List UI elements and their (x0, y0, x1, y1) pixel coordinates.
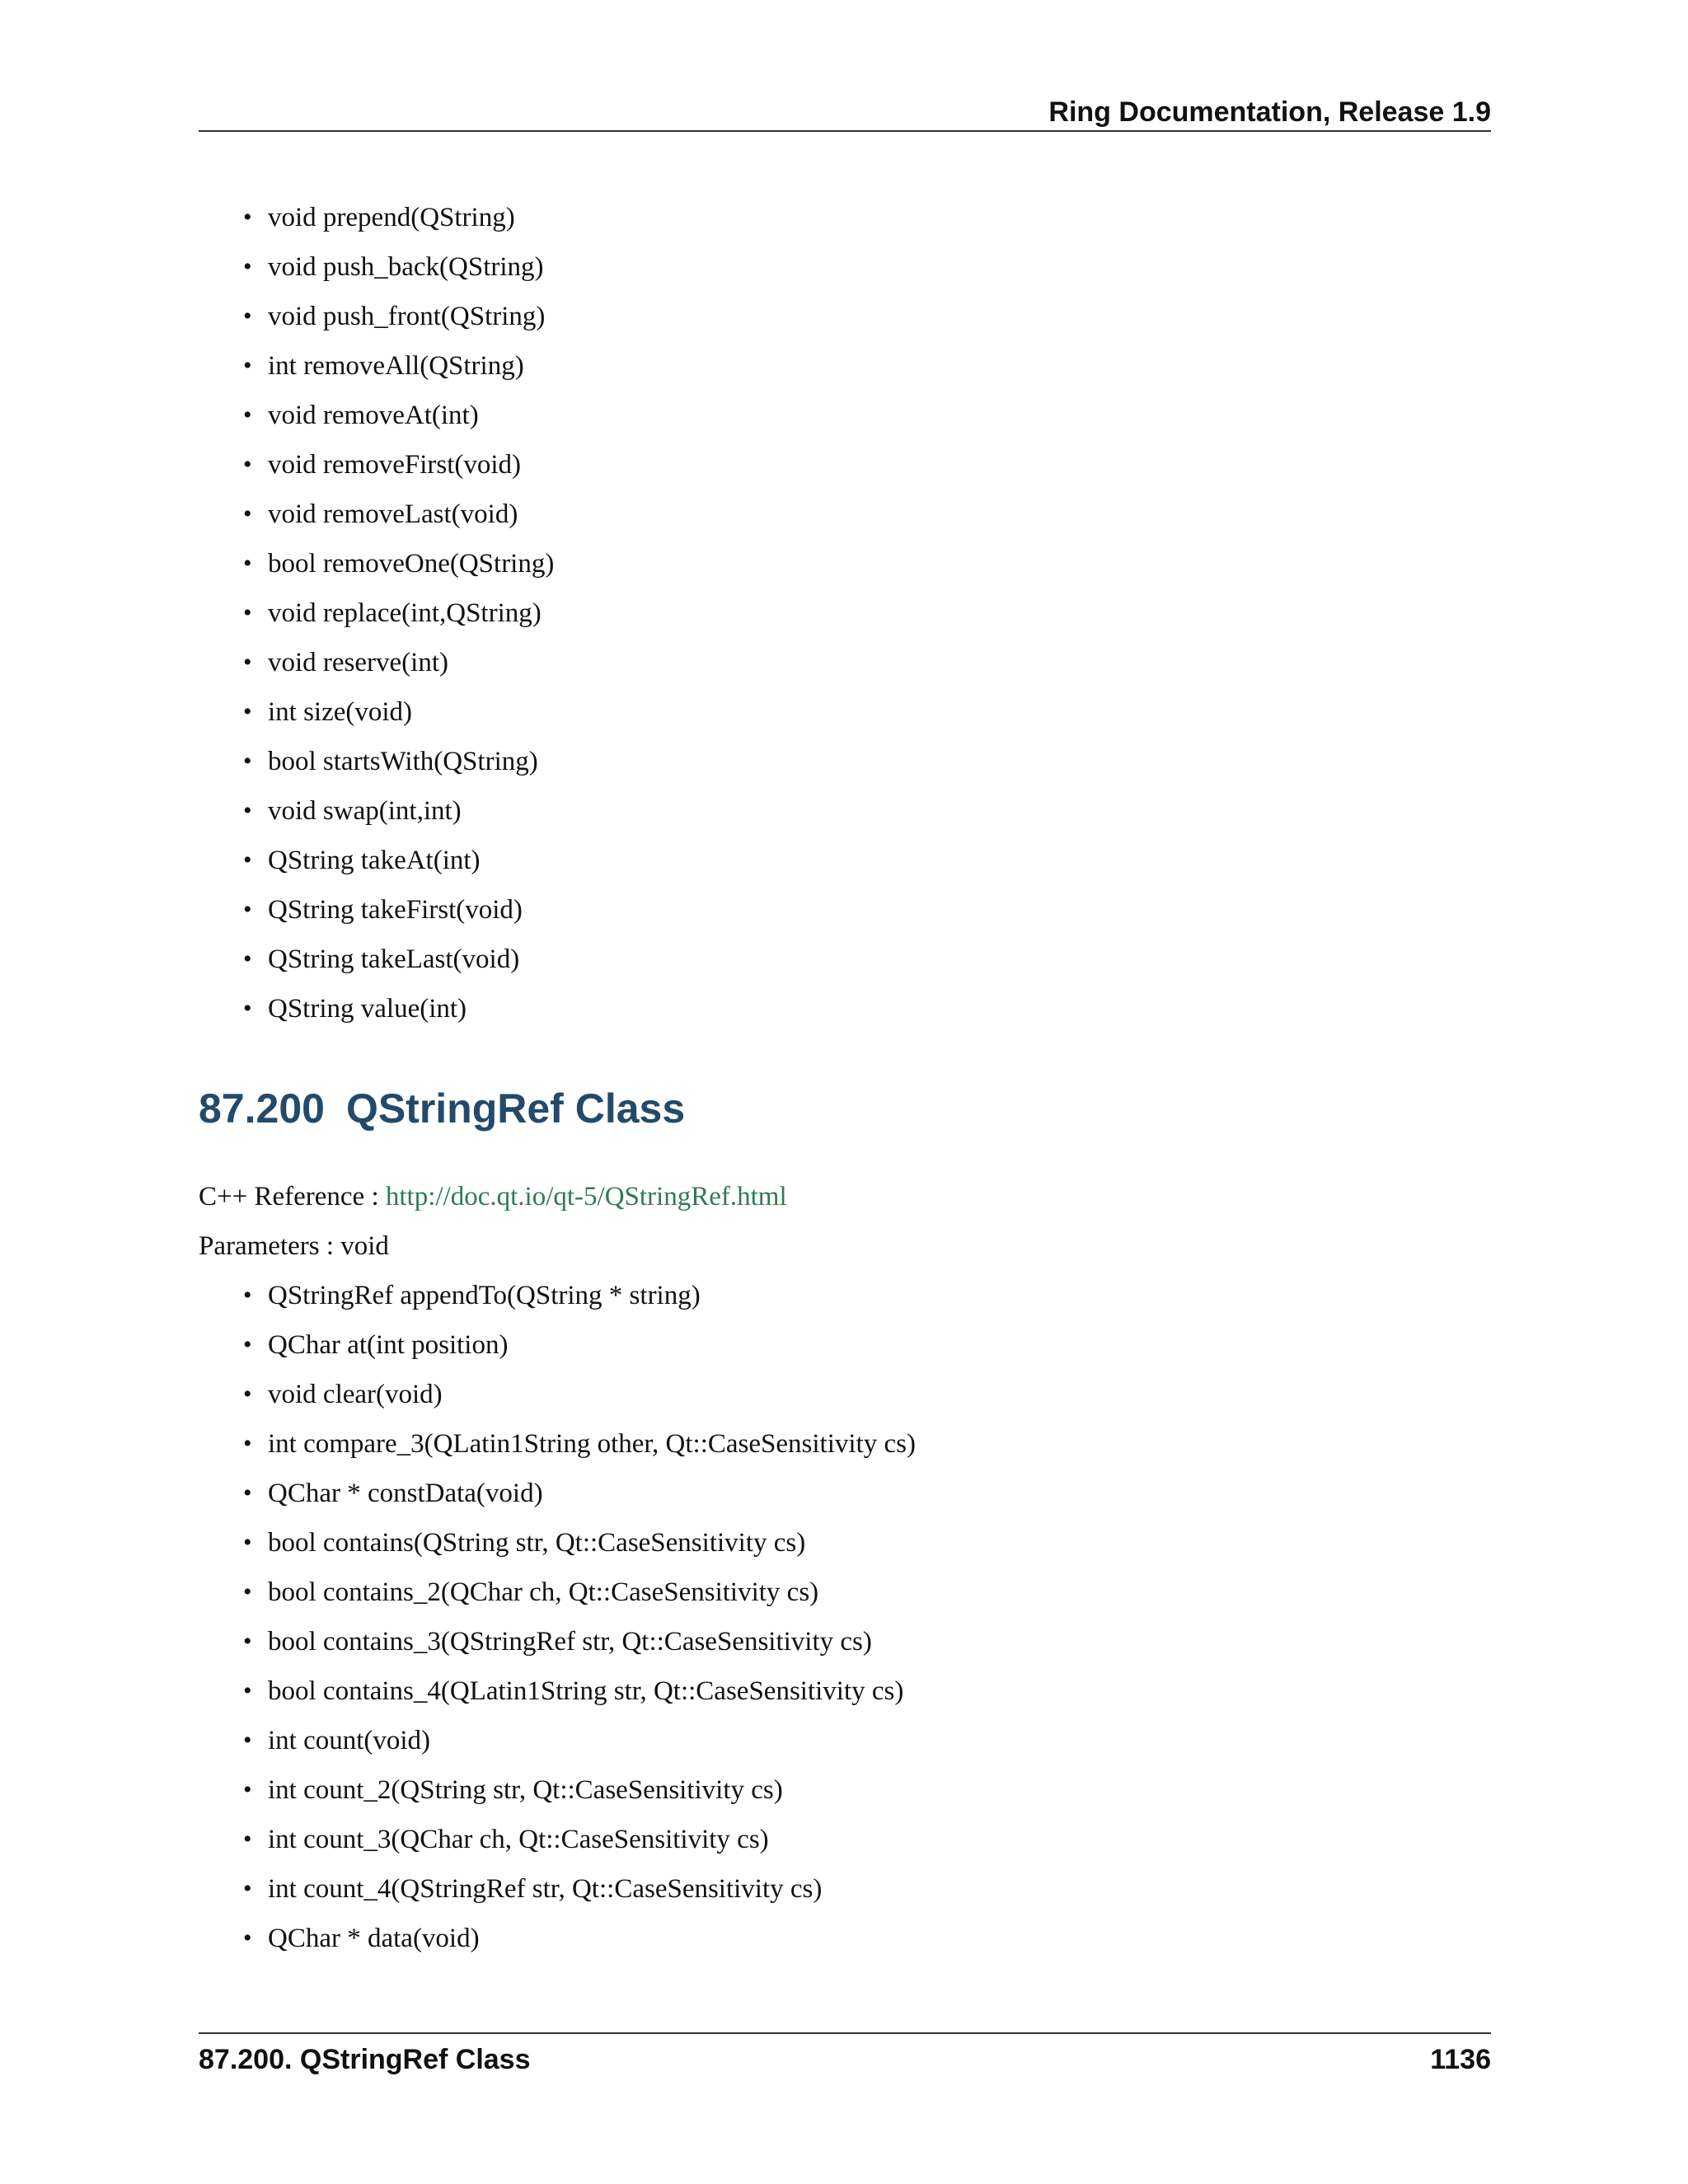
footer-section-title: 87.200. QStringRef Class (199, 2044, 531, 2075)
list-item-text: QString takeAt(int) (268, 846, 481, 875)
bullet-icon: • (243, 698, 252, 725)
bullet-icon: • (243, 1331, 252, 1358)
list-item (243, 687, 554, 737)
list-item-text: void prepend(QString) (268, 203, 515, 232)
section-number: 87.200 (199, 1085, 325, 1132)
function-list-section (243, 1271, 916, 1963)
section-title-text: QStringRef Class (345, 1085, 686, 1132)
list-item (243, 341, 554, 391)
reference-label: C++ Reference : (199, 1182, 379, 1212)
list-item-text: void push_front(QString) (268, 302, 546, 331)
list-item-text: void replace(int,QString) (268, 598, 542, 628)
bullet-icon: • (243, 1825, 252, 1853)
list-item (243, 1469, 916, 1518)
bullet-icon: • (243, 896, 252, 923)
bullet-icon: • (243, 1282, 252, 1309)
header-title: Ring Documentation, Release 1.9 (1048, 96, 1491, 128)
list-item-text: bool contains(QString str, Qt::CaseSensitivity cs) (268, 1528, 806, 1558)
list-item (243, 885, 554, 935)
bullet-icon: • (243, 451, 252, 478)
bullet-icon: • (243, 1380, 252, 1408)
list-item (243, 490, 554, 539)
list-item (243, 984, 554, 1033)
parameters-line: Parameters : void (199, 1231, 389, 1261)
function-list-top (243, 193, 555, 1033)
list-item-text: bool contains_4(QLatin1String str, Qt::CaseSensitivity cs) (268, 1676, 904, 1706)
list-item (243, 193, 554, 242)
list-item-text: bool contains_3(QStringRef str, Qt::CaseSensitivity cs) (268, 1627, 872, 1657)
list-item-text: QChar * data(void) (268, 1924, 480, 1953)
list-item-text: int count_4(QStringRef str, Qt::CaseSensitivity cs) (268, 1874, 823, 1904)
list-item (243, 836, 554, 885)
list-item (243, 1864, 916, 1914)
list-item (243, 935, 554, 984)
bullet-icon: • (243, 1776, 252, 1803)
list-item (243, 440, 554, 490)
list-item-text: bool contains_2(QChar ch, Qt::CaseSensitivity cs) (268, 1577, 819, 1607)
list-item-text: QString value(int) (268, 994, 467, 1024)
list-item-text: void reserve(int) (268, 648, 448, 677)
bullet-icon: • (243, 1628, 252, 1655)
bullet-icon: • (243, 599, 252, 626)
list-item-text: void swap(int,int) (268, 796, 462, 826)
list-item-text: QStringRef appendTo(QString * string) (268, 1281, 701, 1310)
list-item-text: void removeFirst(void) (268, 450, 522, 480)
list-item (243, 1914, 916, 1963)
cpp-reference-line (199, 1172, 787, 1221)
list-item (243, 1419, 916, 1469)
list-item-text: void removeAt(int) (268, 401, 479, 430)
bullet-icon: • (243, 500, 252, 527)
list-item (243, 786, 554, 836)
list-item (243, 1370, 916, 1419)
list-item-text: QChar at(int position) (268, 1330, 509, 1360)
bullet-icon: • (243, 401, 252, 429)
bullet-icon: • (243, 1529, 252, 1556)
list-item (243, 1617, 916, 1666)
list-item (243, 1765, 916, 1815)
list-item (243, 242, 554, 292)
list-item (243, 1815, 916, 1864)
reference-link[interactable]: http://doc.qt.io/qt-5/QStringRef.html (385, 1182, 787, 1212)
bullet-icon: • (243, 846, 252, 874)
list-item-text: QChar * constData(void) (268, 1479, 543, 1508)
bullet-icon: • (243, 352, 252, 379)
list-item (243, 1666, 916, 1716)
bullet-icon: • (243, 1578, 252, 1605)
footer-page-number: 1136 (1430, 2044, 1491, 2075)
list-item-text: int removeAll(QString) (268, 351, 524, 381)
list-item-text: bool removeOne(QString) (268, 549, 555, 579)
list-item (243, 1320, 916, 1370)
list-item-text: int compare_3(QLatin1String other, Qt::CaseSensitivity cs) (268, 1429, 916, 1459)
list-item (243, 1518, 916, 1568)
list-item (243, 292, 554, 341)
bullet-icon: • (243, 204, 252, 231)
list-item (243, 737, 554, 786)
list-item-text: QString takeLast(void) (268, 944, 520, 974)
list-item-text: void push_back(QString) (268, 252, 544, 282)
bullet-icon: • (243, 748, 252, 775)
bullet-icon: • (243, 1479, 252, 1507)
bullet-icon: • (243, 797, 252, 824)
bullet-icon: • (243, 995, 252, 1022)
list-item (243, 1716, 916, 1765)
list-item-text: int size(void) (268, 697, 413, 727)
list-item-text: int count(void) (268, 1726, 431, 1755)
bullet-icon: • (243, 1677, 252, 1704)
bullet-icon: • (243, 1727, 252, 1754)
list-item-text: bool startsWith(QString) (268, 747, 538, 776)
bullet-icon: • (243, 550, 252, 577)
list-item (243, 1568, 916, 1617)
bullet-icon: • (243, 1430, 252, 1457)
list-item (243, 391, 554, 440)
list-item (243, 588, 554, 638)
bullet-icon: • (243, 1875, 252, 1902)
bullet-icon: • (243, 945, 252, 972)
bullet-icon: • (243, 253, 252, 280)
bullet-icon: • (243, 649, 252, 676)
list-item-text: int count_3(QChar ch, Qt::CaseSensitivity cs) (268, 1825, 769, 1854)
page-footer (199, 2032, 1491, 2092)
bullet-icon: • (243, 302, 252, 330)
bullet-icon: • (243, 1924, 252, 1952)
section-heading (199, 1080, 685, 1137)
list-item (243, 1271, 916, 1320)
list-item (243, 539, 555, 588)
page-header (199, 92, 1491, 132)
list-item (243, 638, 554, 687)
list-item-text: int count_2(QString str, Qt::CaseSensitivity cs) (268, 1775, 783, 1805)
list-item-text: QString takeFirst(void) (268, 895, 523, 925)
list-item-text: void clear(void) (268, 1380, 443, 1409)
list-item-text: void removeLast(void) (268, 499, 518, 529)
